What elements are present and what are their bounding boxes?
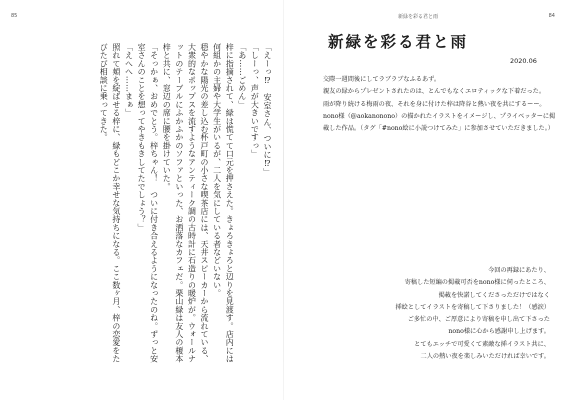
story-date: 2020.06: [510, 57, 537, 65]
intro-line: 雨が降り続ける梅雨の夜、それを身に付けた梓は降谷と熱い夜を共にするーー。: [323, 100, 546, 108]
credit-line: 今回の再録にあたり、: [488, 267, 550, 274]
story-line: 梓に指摘されて、緑は慌てて口元を押さえた。きょろきょろと辺りを見渡す。店内には何組かの主婦や大学生がいるが、二人を気にしている者などいない。: [212, 43, 235, 363]
story-line: 「えーっ⁉ 安室さん、ついに⁉」: [263, 43, 272, 177]
story-line: 「えへへ……まぁ」: [124, 43, 134, 117]
story-title: 新緑を彩る君と雨: [328, 32, 469, 51]
intro-line: 親友の緑からプレゼントされたのは、とんでもなくエロティックな下着だった。: [323, 88, 546, 96]
credit-line: 挿絵としてイラストを寄稿して下さりました！（感涙）: [395, 303, 550, 311]
credit-line: 寄稿した短編の掲載可否をnono様に伺ったところ、: [404, 279, 550, 287]
story-line: 照れて頬を綻ばせる梓に、緑もどこか幸せな気持ちになる。ここ数ヶ月、梓の恋愛をたびたび相談に乗ってきた。: [99, 43, 121, 363]
story-line: 「しーっ、声が大きいですっ」: [250, 43, 260, 158]
story-introduction: [323, 74, 558, 135]
credit-line: 二人の熱い夜を楽しみいただければ幸いです。: [420, 353, 550, 361]
intro-line: nono様（@aokanonono）の描かれたイラストをイメージし、プライベッターに掲載した作品。（タグ「#nono絵に小説つけてみた」に参加させていただきました。）: [323, 112, 556, 133]
intro-line: 交際一週間後にしてラブラブなふるあず。: [323, 76, 441, 83]
credit-line: 掲載を快諾してくださっただけではなく: [438, 291, 550, 299]
running-head: 新緑を彩る君と雨: [398, 14, 439, 20]
credit-line: nono様に心から感謝申し上げます。: [448, 328, 550, 336]
book-gutter: [283, 0, 284, 400]
left-page-number: 85: [11, 13, 18, 19]
credit-line: とてもエッチで可愛くて素敵な挿イラスト共に、: [414, 340, 550, 348]
illustration-credits: [318, 265, 550, 363]
credit-line: ご多忙の中、ご厚意により寄稿を申し出て下さった: [407, 316, 550, 324]
vertical-story-text: [11, 43, 273, 363]
right-page-number: 84: [548, 13, 555, 19]
story-line: 「あ……ごめん」: [237, 43, 247, 109]
story-line: 穏やかな陽光の差し込む杯戸町の小さな喫茶店には、天井スピーカーから流れている、大衆的なポップスを流すようなアンティーク調の古時計に石造りの暖炉が。ウォールナットのテーブルにふかふかのソファといった、お洒落なカフェだ。栗山緑は友人の榎本梓と共に、窓辺の席に腰を掛けていた。: [162, 43, 210, 363]
story-line: 「そっかぁ、おめでとう。梓ちゃん！ ついに付き合えるようになったのね。ずっと安室さんのことを想ってやきもきしてたでしょう？」: [137, 43, 159, 363]
